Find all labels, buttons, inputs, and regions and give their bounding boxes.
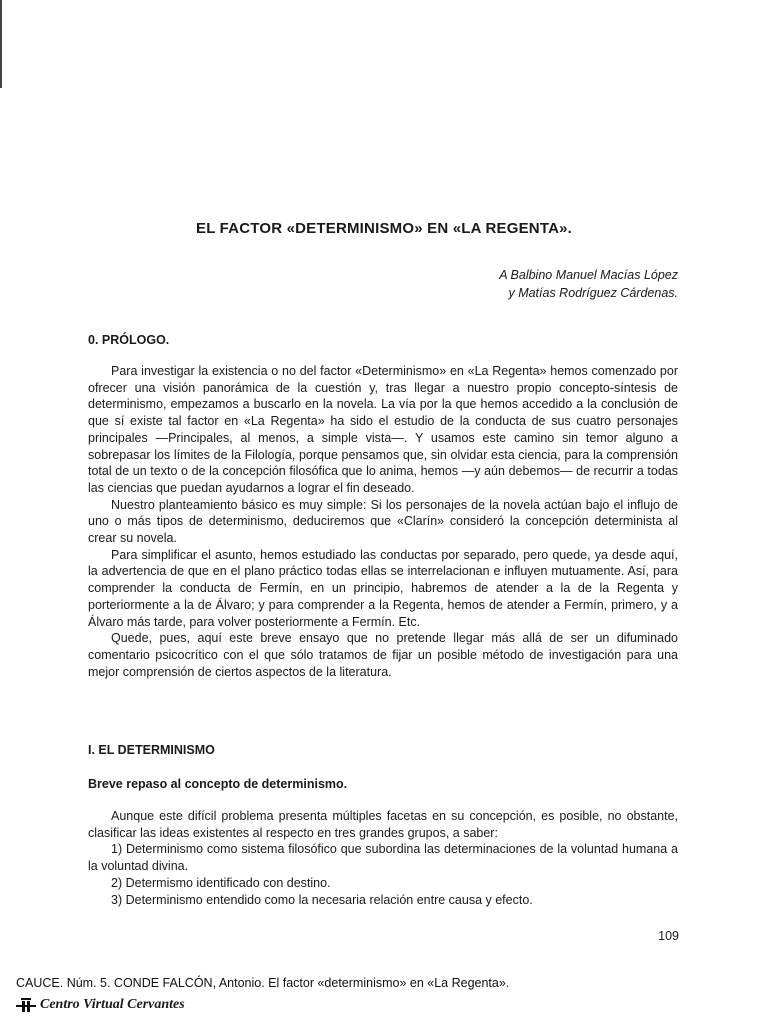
prologo-paragraph-3: Para simplificar el asunto, hemos estudiado las conductas por separado, pero quede, ya desde aquí, la advertencia de que en el plano práctico todas ellas se interrelacionan e influyen mutuamente. Así, para comprender la conducta de Fermín, en un principio, habremos de atender a la de la Regenta y porteriormente a la de Álvaro; y para comprender a la Regenta, hemos de atender a Fermín, primero, y a Álvaro más tarde, para volver posteriormente a Fermín. Etc. (88, 547, 678, 629)
section-heading-determinismo: I. EL DETERMINISMO (88, 743, 215, 757)
determinismo-body (88, 808, 678, 908)
subsection-heading: Breve repaso al concepto de determinismo. (88, 777, 348, 791)
section-heading-prologo: 0. PRÓLOGO. (88, 333, 170, 347)
author-line-1: A Balbino Manuel Macías López (499, 268, 678, 282)
list-item-1: 1) Determinismo como sistema filosófico que subordina las determinaciones de la voluntad humana a la voluntad divina. (88, 842, 678, 874)
prologo-body (88, 363, 678, 680)
page-number: 109 (658, 929, 679, 943)
cervantes-logo-icon (16, 998, 36, 1012)
list-item-3: 3) Determinismo entendido como la necesaria relación entre causa y efecto. (111, 892, 533, 907)
authors (499, 266, 678, 302)
footer-citation: CAUCE. Núm. 5. CONDE FALCÓN, Antonio. El factor «determinismo» en «La Regenta». (16, 976, 510, 990)
page-edge-line (0, 0, 2, 88)
cvc-logo-text: Centro Virtual Cervantes (40, 997, 185, 1012)
list-item-2: 2) Determismo identificado con destino. (111, 875, 331, 890)
cvc-logo-link[interactable] (16, 997, 185, 1013)
determinismo-intro: Aunque este difícil problema presenta múltiples facetas en su concepción, es posible, no obstante, clasificar las ideas existentes al respecto en tres grandes grupos, a saber: (88, 809, 678, 840)
article-title: EL FACTOR «DETERMINISMO» EN «LA REGENTA». (195, 220, 573, 237)
author-line-2: y Matías Rodríguez Cárdenas. (508, 286, 678, 300)
prologo-paragraph-1: Para investigar la existencia o no del factor «Determinismo» en «La Regenta» hemos comenzado por ofrecer una visión panorámica de la cuestión y, tras llegar a nuestro propio concepto-síntesis de determinismo, empezamos a buscarlo en la novela. La vía por la que hemos accedido a la conclusión de que sí existe tal factor en «La Regenta» ha sido el estudio de la conducta de sus cuatro personajes principales —Principales, al menos, a simple vista—. Y usamos este camino sin temor alguno a sobrepasar los límites de la Filología, porque pensamos que, sin olvidar esta ciencia, para la comprensión total de un texto o de la concepción filosófica que lo anima, hemos —y aún debemos— de recurrir a todas las ciencias que puedan ayudarnos a lograr el fin deseado. (88, 364, 678, 495)
prologo-paragraph-4: Quede, pues, aquí este breve ensayo que no pretende llegar más allá de ser un difuminado comentario psicocrítico con el que sólo tratamos de fijar un posible método de investigación para una mejor comprensión de ciertos aspectos de la literatura. (88, 631, 678, 679)
prologo-paragraph-2: Nuestro planteamiento básico es muy simple: Si los personajes de la novela actúan bajo el influjo de uno o más tipos de determinismo, deduciremos que «Clarín» consideró la concepción determinista al crear su novela. (88, 497, 678, 546)
